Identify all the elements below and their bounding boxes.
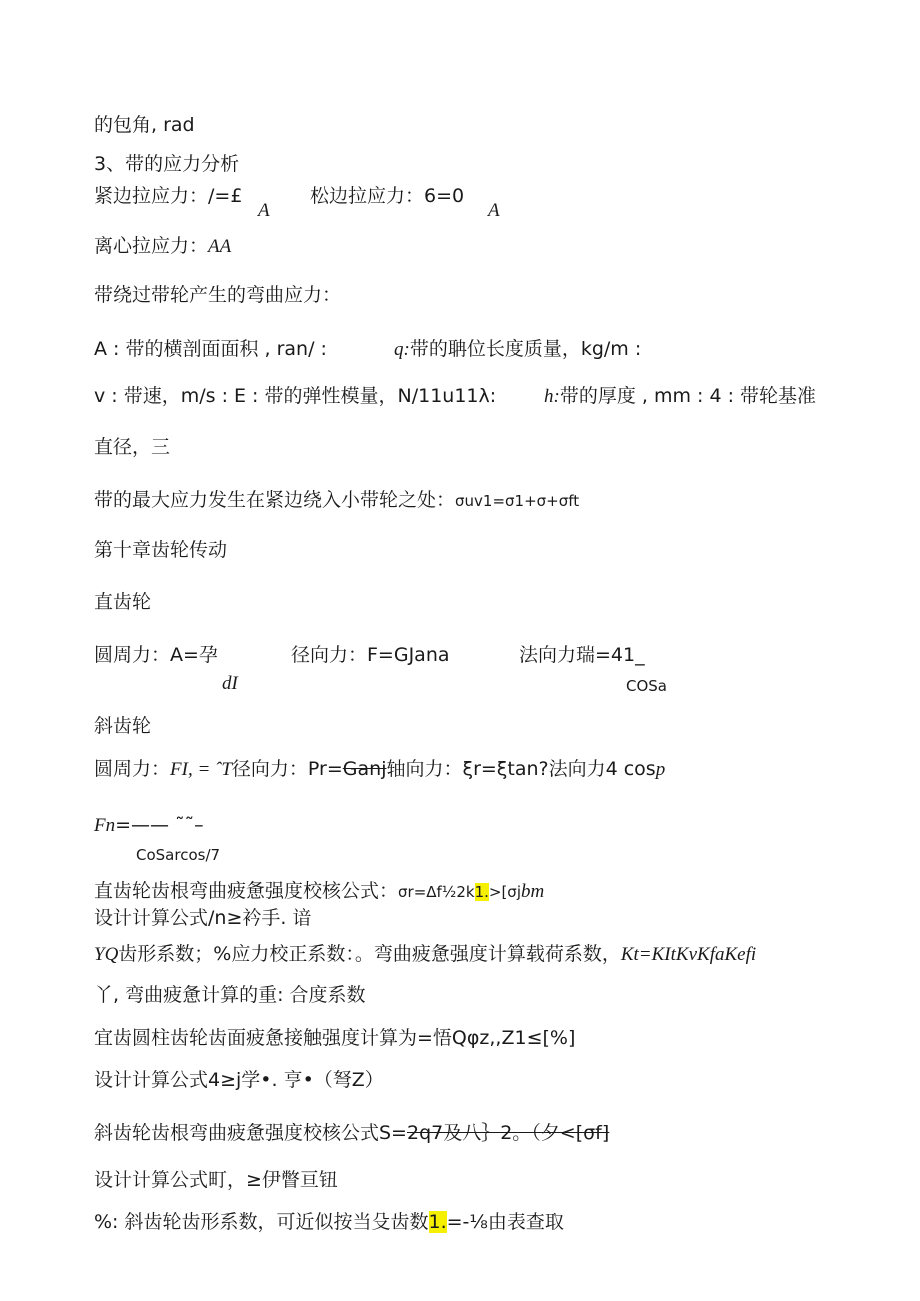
section-heading: 斜齿轮 xyxy=(94,715,152,737)
formula-line: 离心拉应力：AA xyxy=(94,235,232,257)
section-heading: 直齿轮 xyxy=(94,591,152,613)
text-line: 带绕过带轮产生的弯曲应力： xyxy=(94,284,342,306)
formula-fragment: AA xyxy=(208,236,232,257)
formula-line: 斜齿轮齿根弯曲疲惫强度校核公式S=2q7及八｝2。（夕<[σf] xyxy=(94,1122,610,1144)
formula-line: 径向力：F=GJana xyxy=(291,644,450,666)
definition-line: YQ齿形系数；%应力校正系数：。弯曲疲惫强度计算载荷系数，Kt=KItKvKfaKefi xyxy=(94,943,757,965)
definition-line: %: 斜齿轮齿形系数，可近似按当殳齿数1.=-⅛由表查取 xyxy=(94,1211,564,1233)
formula-fragment: COSa xyxy=(626,677,667,695)
definition-line: v : 带速，m/s : E : 带的弹性模量，N/11u11λ: xyxy=(94,385,497,407)
formula-fragment: A xyxy=(488,200,500,221)
text-line: 的包角, rad xyxy=(94,114,195,136)
formula-fragment: dI xyxy=(222,673,238,694)
definition-line: q:带的聃位长度质量，kg/m : xyxy=(394,338,642,360)
definition-line: 丫, 弯曲疲惫计算的重: 合度系数 xyxy=(94,984,366,1006)
definition-line: h:带的厚度 , mm : 4 : 带轮基准 xyxy=(544,385,817,407)
formula-line: 松边拉应力：6=0 xyxy=(310,185,465,207)
formula-line: 设计计算公式/n≥衿手. 谙 xyxy=(94,907,312,929)
text-line: 带的最大应力发生在紧边绕入小带轮之处：σuv1=σ1+σ+σft xyxy=(94,489,580,511)
formula-line: 设计计算公式町，≥伊瞥亘钮 xyxy=(94,1169,338,1191)
formula-line: 紧边拉应力：/=£ xyxy=(94,185,243,207)
formula-line: 设计计算公式4≥j学•. 亨•（弩Z） xyxy=(94,1069,384,1091)
formula-line: 圆周力：FI, = ˆT径向力：Pr=Ganj轴向力：ξr=ξtan?法向力4 cosp xyxy=(94,758,666,780)
formula-line: 法向力瑞=41_ xyxy=(519,644,645,666)
chapter-heading: 第十章齿轮传动 xyxy=(94,539,228,561)
text-line: 直径，三 xyxy=(94,436,171,458)
formula-fragment: A xyxy=(258,200,270,221)
formula-fragment: CoSarcos/7 xyxy=(136,846,221,864)
formula-line: 圆周力：A=孕 xyxy=(94,644,218,666)
section-heading: 3、带的应力分析 xyxy=(94,153,240,175)
formula-line: Fn=—— ˜˜– xyxy=(94,814,204,836)
definition-line: A : 带的横剖面面积 , ran/ : xyxy=(94,338,327,360)
formula-line: 直齿轮齿根弯曲疲惫强度校核公式：σr=Δf½2k1.>[σjbm xyxy=(94,880,545,902)
formula-line: 宜齿圆柱齿轮齿面疲惫接触强度计算为=悟Qφz,,Z1≤[%] xyxy=(94,1027,576,1049)
